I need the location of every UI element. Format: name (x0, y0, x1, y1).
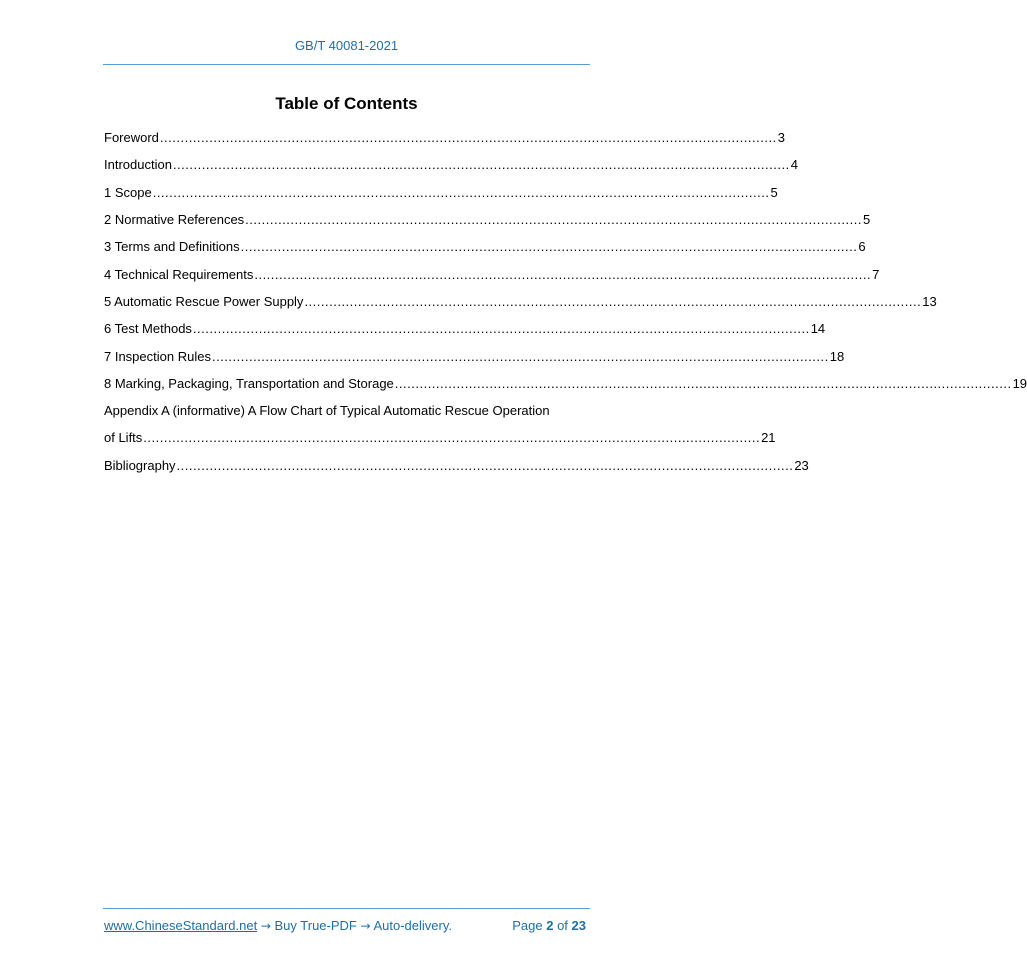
toc-entry-appendix-a-line1[interactable] (104, 397, 587, 424)
toc-entry-title: Introduction (104, 157, 172, 173)
toc-entry-terms-definitions[interactable] (104, 233, 866, 260)
dot-leader: ...................................................................................................................................................... (211, 348, 829, 364)
toc-entry-bibliography[interactable] (104, 452, 809, 479)
toc-title: Table of Contents (275, 94, 418, 113)
website-link[interactable]: www.ChineseStandard.net (104, 918, 258, 933)
toc-entry-page: 3 (777, 130, 785, 146)
toc-entry-page: 14 (810, 321, 826, 337)
dot-leader: ...................................................................................................................................................... (176, 457, 794, 473)
toc-entry-appendix-a-line2[interactable] (104, 424, 776, 451)
toc-entry-foreword[interactable] (104, 124, 785, 151)
toc-entry-title: 5 Automatic Rescue Power Supply (104, 293, 304, 309)
toc-entry-page: 18 (829, 348, 845, 364)
toc-entry-page: 23 (794, 457, 809, 473)
page-header-code: GB/T 40081-2021 (294, 38, 399, 53)
buy-text: Buy True-PDF (274, 918, 357, 933)
toc-entry-page: 5 (770, 184, 778, 200)
footer-promo (104, 918, 452, 933)
toc-entry-test-methods[interactable] (104, 315, 826, 342)
page-footer (104, 918, 586, 933)
page-of-label: of (557, 918, 568, 933)
delivery-text: Auto-delivery. (373, 918, 452, 933)
toc-entry-page: 7 (872, 266, 880, 282)
toc-entry-title: 2 Normative References (104, 212, 245, 228)
dot-leader: ...................................................................................................................................................... (192, 321, 810, 337)
toc-entry-technical-requirements[interactable] (104, 260, 880, 287)
toc-entry-title: 3 Terms and Definitions (104, 239, 240, 255)
toc-entry-page: 6 (858, 239, 866, 255)
footer-divider (103, 908, 590, 909)
dot-leader: ...................................................................................................................................................... (245, 212, 862, 228)
toc-entry-marking-packaging[interactable] (104, 370, 1027, 397)
toc-entry-rescue-power-supply[interactable] (104, 288, 937, 315)
total-pages-number: 23 (571, 918, 586, 933)
toc-entry-inspection-rules[interactable] (104, 342, 845, 369)
dot-leader: ...................................................................................................................................................... (143, 430, 761, 446)
arrow-right-icon: → (260, 919, 271, 933)
dot-leader: ...................................................................................................................................................... (152, 184, 770, 200)
toc-entry-scope[interactable] (104, 179, 778, 206)
toc-entry-page: 13 (922, 293, 937, 309)
dot-leader: ...................................................................................................................................................... (254, 266, 872, 282)
toc-entry-title: 4 Technical Requirements (104, 266, 254, 282)
toc-entry-page: 4 (790, 157, 798, 173)
toc-entry-title: 7 Inspection Rules (104, 348, 211, 364)
dot-leader: ...................................................................................................................................................... (240, 239, 858, 255)
toc-entry-title: Appendix A (informative) A Flow Chart of Typical Automatic Rescue Operation (104, 403, 550, 419)
toc-entry-title: 1 Scope (104, 184, 152, 200)
arrow-right-icon: → (360, 919, 371, 933)
toc-entry-page: 5 (862, 212, 871, 228)
table-of-contents (104, 124, 1027, 479)
page-label: Page (512, 918, 543, 933)
toc-entry-page: 19 (1012, 375, 1027, 391)
toc-entry-title: 6 Test Methods (104, 321, 192, 337)
toc-entry-title: 8 Marking, Packaging, Transportation and Storage (104, 375, 394, 391)
page-indicator (512, 918, 586, 933)
header-divider (103, 64, 590, 65)
dot-leader: ...................................................................................................................................................... (172, 157, 790, 173)
current-page-number: 2 (546, 918, 554, 933)
toc-entry-title-continued: of Lifts (104, 430, 143, 446)
toc-entry-normative-references[interactable] (104, 206, 871, 233)
dot-leader: ...................................................................................................................................................... (304, 293, 922, 309)
toc-entry-title: Foreword (104, 130, 159, 146)
dot-leader: ...................................................................................................................................................... (394, 375, 1012, 391)
toc-entry-page: 21 (761, 430, 776, 446)
toc-entry-introduction[interactable] (104, 151, 798, 178)
toc-entry-title: Bibliography (104, 457, 176, 473)
dot-leader: ...................................................................................................................................................... (159, 130, 777, 146)
